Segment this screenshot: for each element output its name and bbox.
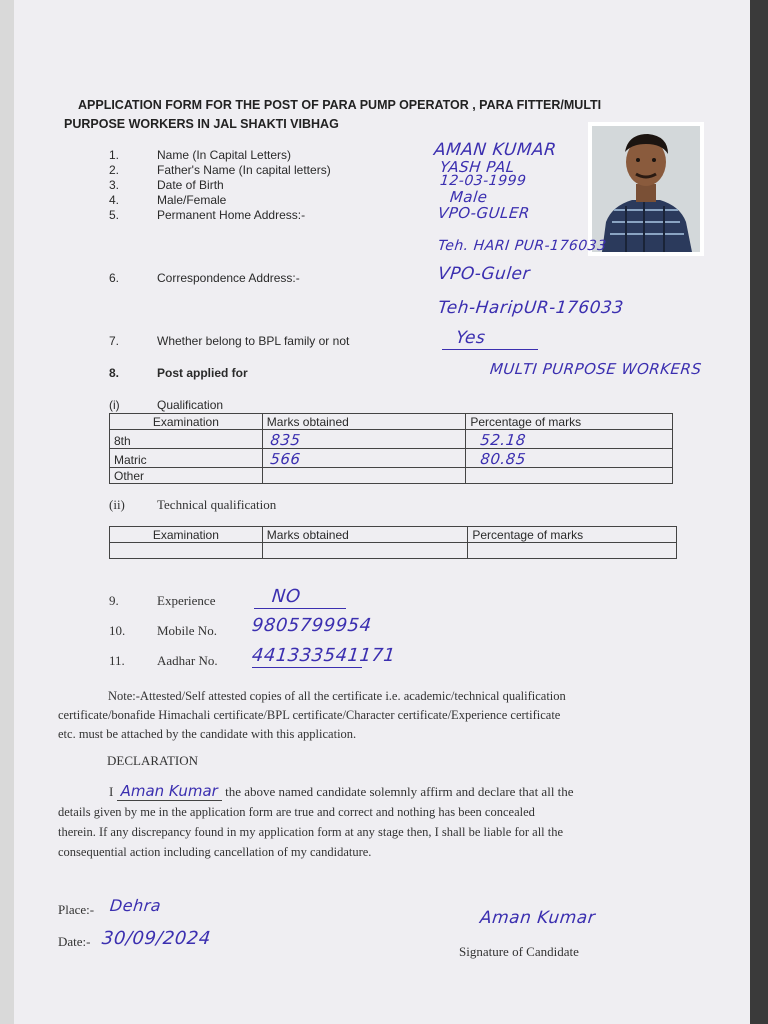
table-cell-percent: 52.18 bbox=[465, 430, 674, 449]
field-2-label: Father's Name (In capital letters) bbox=[157, 163, 331, 177]
note-line3: etc. must be attached by the candidate with this application. bbox=[58, 727, 357, 741]
note-line2: certificate/bonafide Himachali certificate/BPL certificate/Character certificate/Experience certificate bbox=[58, 708, 561, 722]
field-8-label: Post applied for bbox=[157, 366, 248, 380]
technical-table bbox=[109, 526, 677, 559]
note-line1: Note:-Attested/Self attested copies of all the certificate i.e. academic/technical qualification bbox=[108, 689, 566, 703]
field-4-label: Male/Female bbox=[157, 193, 227, 207]
field-10-label: Mobile No. bbox=[157, 623, 217, 638]
table-row bbox=[110, 543, 677, 559]
table-cell-percent: 80.85 bbox=[465, 449, 674, 468]
table-cell: Matric bbox=[110, 449, 263, 468]
field-7-label: Whether belong to BPL family or not bbox=[157, 334, 350, 348]
table-cell-marks: 566 bbox=[261, 449, 467, 468]
form-title-line1: APPLICATION FORM FOR THE POST OF PARA PUMP OPERATOR , PARA FITTER/MULTI bbox=[78, 98, 602, 112]
table-cell-marks bbox=[262, 468, 466, 484]
declaration-line2: details given by me in the application form are true and correct and nothing has been concealed bbox=[58, 805, 535, 819]
field-10-value-mobile: 9805799954 bbox=[250, 615, 373, 636]
declaration-line3: therein. If any discrepancy found in my application form at any stage then, I shall be liable for all the bbox=[58, 825, 564, 839]
table-cell bbox=[110, 430, 263, 449]
table-cell bbox=[468, 543, 677, 559]
field-3-value-dob: 12-03-1999 bbox=[439, 173, 528, 189]
declaration-line1-text: the above named candidate solemnly affirm and declare that all the bbox=[225, 784, 574, 799]
background-edge bbox=[748, 0, 768, 1024]
field-3-label: Date of Birth bbox=[157, 178, 224, 192]
candidate-signature: Aman Kumar bbox=[478, 908, 597, 928]
declaration-heading: DECLARATION bbox=[107, 753, 198, 768]
field-9-underline bbox=[254, 608, 346, 609]
field-6-number: 6. bbox=[109, 271, 120, 285]
field-5-label: Permanent Home Address:- bbox=[157, 208, 306, 222]
field-6-label: Correspondence Address:- bbox=[157, 271, 300, 285]
field-7-number: 7. bbox=[109, 334, 120, 348]
field-7-value-bpl: Yes bbox=[454, 328, 487, 348]
field-11-underline bbox=[252, 667, 362, 668]
field-9-value-experience: NO bbox=[270, 586, 302, 607]
qualification-label: Qualification bbox=[157, 398, 224, 412]
form-title-line2: PURPOSE WORKERS IN JAL SHAKTI VIBHAG bbox=[64, 117, 339, 131]
exam-8th: 8th bbox=[114, 434, 131, 448]
applicant-photo-image bbox=[592, 126, 700, 252]
table-header-cell: Percentage of marks bbox=[468, 527, 677, 543]
field-2-value-father-name: YASH PAL bbox=[439, 158, 516, 176]
table-cell bbox=[262, 543, 468, 559]
table-row bbox=[110, 449, 673, 468]
table-header-row bbox=[110, 527, 677, 543]
field-3-number: 3. bbox=[109, 178, 120, 192]
field-6-value-address-line1: VPO-Guler bbox=[436, 264, 532, 284]
field-9-label: Experience bbox=[157, 593, 216, 608]
declaration-name-signature: Aman Kumar bbox=[117, 782, 222, 801]
field-5-value-address-line2: Teh. HARI PUR-176033 bbox=[437, 238, 608, 254]
table-header-row bbox=[110, 414, 673, 430]
place-value: Dehra bbox=[109, 896, 163, 915]
table-cell-percent bbox=[466, 468, 673, 484]
field-11-label: Aadhar No. bbox=[157, 653, 218, 668]
field-5-number: 5. bbox=[109, 208, 120, 222]
table-row bbox=[110, 430, 673, 449]
applicant-photo bbox=[588, 122, 704, 256]
table-header-cell: Examination bbox=[110, 414, 263, 430]
field-1-value-name: AMAN KUMAR bbox=[432, 140, 558, 160]
field-7-underline bbox=[442, 349, 538, 350]
date-value: 30/09/2024 bbox=[100, 928, 212, 949]
table-row bbox=[110, 468, 673, 484]
date-label: Date:- bbox=[58, 934, 91, 949]
declaration-line4: consequential action including cancellation of my candidature. bbox=[58, 845, 372, 859]
field-4-value-gender: Male bbox=[449, 188, 489, 206]
field-11-number: 11. bbox=[109, 653, 125, 668]
field-4-number: 4. bbox=[109, 193, 120, 207]
field-11-value-aadhar: 441333541171 bbox=[250, 645, 397, 666]
technical-number: (ii) bbox=[109, 497, 125, 512]
table-header-cell: Marks obtained bbox=[262, 414, 466, 430]
field-9-number: 9. bbox=[109, 593, 119, 608]
field-1-number: 1. bbox=[109, 148, 120, 162]
table-cell: Other bbox=[110, 468, 263, 484]
application-form-page bbox=[14, 0, 750, 1024]
technical-label: Technical qualification bbox=[157, 497, 277, 512]
field-8-value-post: MULTI PURPOSE WORKERS bbox=[489, 360, 703, 378]
field-6-value-address-line2: Teh-HaripUR-176033 bbox=[436, 298, 625, 318]
place-label: Place:- bbox=[58, 902, 95, 917]
signature-label: Signature of Candidate bbox=[459, 944, 579, 959]
declaration-line1 bbox=[109, 782, 574, 800]
table-header-cell: Percentage of marks bbox=[466, 414, 673, 430]
qualification-table bbox=[109, 413, 673, 484]
field-1-label: Name (In Capital Letters) bbox=[157, 148, 292, 162]
field-5-value-address-line1: VPO-GULER bbox=[437, 204, 531, 222]
field-2-number: 2. bbox=[109, 163, 120, 177]
declaration-prefix: I bbox=[109, 784, 114, 799]
qualification-number: (i) bbox=[109, 398, 120, 412]
table-cell-marks: 835 bbox=[261, 430, 467, 449]
field-10-number: 10. bbox=[109, 623, 126, 638]
table-header-cell: Marks obtained bbox=[262, 527, 468, 543]
table-cell bbox=[110, 543, 263, 559]
field-8-number: 8. bbox=[109, 366, 120, 380]
table-header-cell: Examination bbox=[110, 527, 263, 543]
